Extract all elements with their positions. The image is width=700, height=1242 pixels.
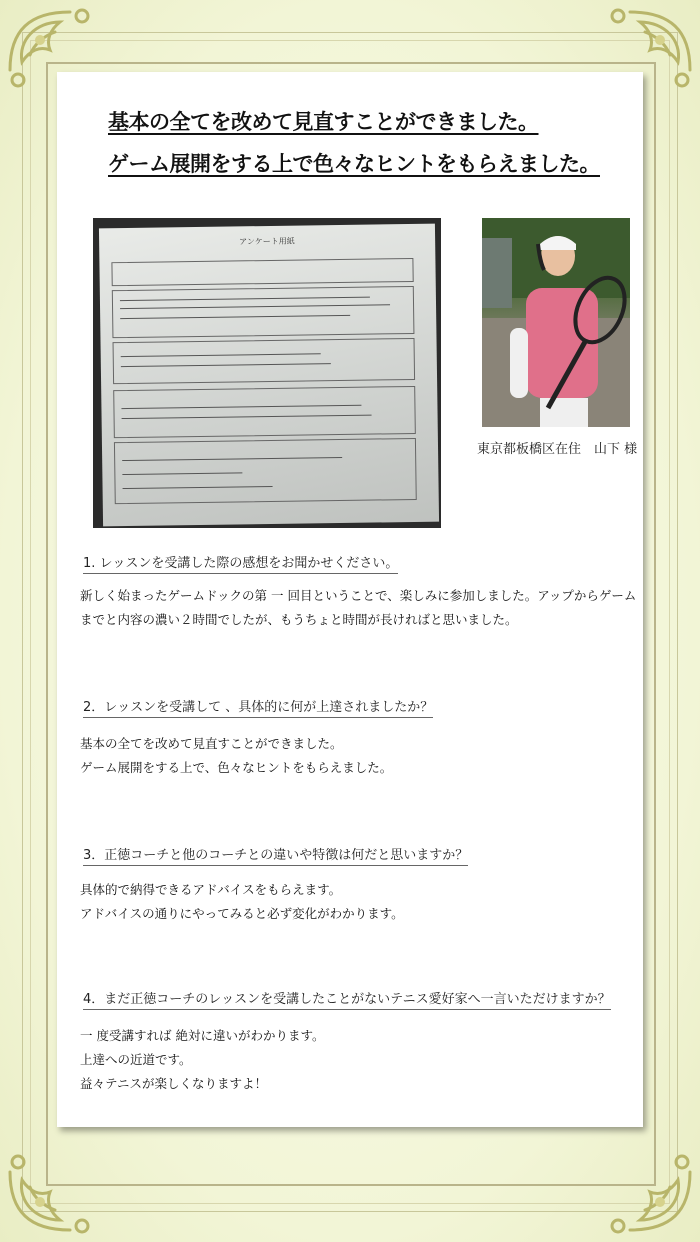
portrait-illustration [482,218,630,427]
answer-line: 益々テニスが楽しくなりますよ！ [80,1076,268,1091]
survey-sheet-title: アンケート用紙 [239,236,295,247]
question-3-title: 3．正徳コーチと他のコーチとの違いや特徴は何だと思いますか？ [83,844,468,866]
answer-line: アドバイスの通りにやってみると必ず変化がわかります。 [80,906,404,921]
question-4-title: 4．まだ正徳コーチのレッスンを受講したことがないテニス愛好家へ一言いただけますか？ [83,988,611,1010]
answer-line: 上達への近道です。 [80,1052,192,1067]
survey-sheet [99,224,439,527]
answer-line: ゲーム展開をする上で、色々なヒントをもらえました。 [80,760,393,775]
question-4-answer [80,1024,324,1096]
photo-caption: 東京都板橋区在住 山下 様 [477,442,638,457]
answer-line: までと内容の濃い２時間でしたが、もうちょと時間が長ければと思いました。 [80,612,518,627]
corner-ornament-icon [600,1142,700,1242]
survey-answer-box-2 [113,338,416,384]
answer-line: 具体的で納得できるアドバイスをもらえます。 [80,882,342,897]
survey-name-box [111,258,413,286]
corner-ornament-icon [0,1142,100,1242]
question-3-answer [80,878,404,926]
survey-answer-box-1 [112,286,415,338]
answer-line: 一 度受講すれば 絶対に違いがわかります。 [80,1028,325,1043]
question-1-title: 1. レッスンを受講した際の感想をお聞かせください。 [83,552,398,574]
survey-sheet-photo [93,218,441,528]
answer-line: 基本の全てを改めて見直すことができました。 [80,736,343,751]
survey-answer-box-4 [114,438,417,504]
headline-line-2: ゲーム展開をする上で色々なヒントをもらえました。 [108,152,600,176]
survey-answer-box-3 [113,386,416,438]
question-1-answer [80,584,636,632]
customer-portrait-photo [482,218,630,427]
testimonial-card [57,72,643,1127]
answer-line: 新しく始まったゲームドックの第 一 回目ということで、楽しみに参加しました。アップからゲーム [80,588,637,603]
question-2-answer [80,732,392,780]
question-2-title: 2．レッスンを受講して 、具体的に何が上達されましたか？ [83,696,433,718]
headline-line-1: 基本の全てを改めて見直すことができました。 [108,110,539,134]
